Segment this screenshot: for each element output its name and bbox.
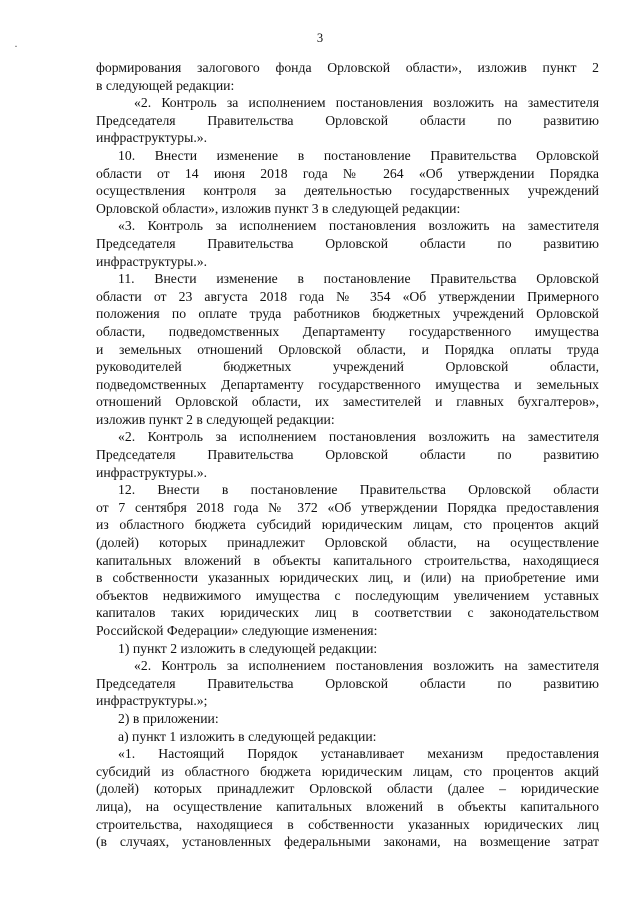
text-line: лица), на осуществление капитальных вложений в объекты капитального bbox=[96, 798, 599, 814]
text-line: капитальных вложений в объекты капитального строительства, находящиеся bbox=[96, 552, 599, 568]
text-line: подведомственных Департаменту государственного имущества и земельных bbox=[96, 376, 599, 392]
text-line: области от 14 июня 2018 года № 264 «Об утверждении Порядка bbox=[96, 165, 599, 181]
text-line: инфраструктуры.». bbox=[96, 130, 208, 146]
text-line: Председателя Правительства Орловской области по развитию bbox=[96, 447, 599, 463]
text-line: «2. Контроль за исполнением постановления возложить на заместителя bbox=[134, 658, 599, 674]
text-line: в собственности указанных юридических лиц, и (или) на приобретение ими bbox=[96, 570, 599, 586]
text-line: а) пункт 1 изложить в следующей редакции: bbox=[118, 728, 377, 744]
text-line: «2. Контроль за исполнением постановления возложить на заместителя bbox=[134, 95, 599, 111]
text-line: изложив пункт 2 в следующей редакции: bbox=[96, 411, 335, 427]
text-line: области, подведомственных Департаменту государственного имущества bbox=[96, 323, 599, 339]
text-line: капиталов таких юридических лиц в соответствии с законодательством bbox=[96, 605, 599, 621]
text-line: Российской Федерации» следующие изменения: bbox=[96, 623, 378, 638]
text-line: Председателя Правительства Орловской области по развитию bbox=[96, 675, 599, 691]
text-line: осуществления контроля за деятельностью государственных учреждений bbox=[96, 183, 599, 199]
text-line: из областного бюджета субсидий юридическим лицам, сто процентов акций bbox=[96, 517, 599, 533]
text-line: руководителей бюджетных учреждений Орловской области, bbox=[96, 359, 599, 375]
text-line: (долей) которых принадлежит Орловской области, на осуществление bbox=[96, 535, 599, 551]
page-number: 3 bbox=[316, 31, 324, 45]
document-body bbox=[96, 59, 599, 851]
text-line: области от 23 августа 2018 года № 354 «Об утверждении Примерного bbox=[96, 288, 599, 304]
text-line: 10. Внести изменение в постановление Правительства Орловской bbox=[118, 147, 599, 163]
text-line: строительства, находящиеся в собственности указанных юридических лиц bbox=[96, 816, 599, 832]
text-line: в следующей редакции: bbox=[96, 77, 235, 93]
text-line: отношений Орловской области, их заместителей и главных бухгалтеров», bbox=[96, 394, 599, 410]
text-line: 12. Внести в постановление Правительства Орловской области bbox=[118, 482, 599, 498]
text-line: 1) пункт 2 изложить в следующей редакции: bbox=[118, 640, 378, 656]
text-line: Орловской области», изложив пункт 3 в следующей редакции: bbox=[96, 200, 461, 216]
text-line: «3. Контроль за исполнением постановления возложить на заместителя bbox=[118, 218, 599, 234]
text-line: субсидий из областного бюджета юридическим лицам, сто процентов акций bbox=[96, 763, 599, 779]
text-line: «2. Контроль за исполнением постановления возложить на заместителя bbox=[118, 429, 599, 445]
text-line: «1. Настоящий Порядок устанавливает механизм предоставления bbox=[118, 746, 599, 762]
text-line: 11. Внести изменение в постановление Правительства Орловской bbox=[118, 271, 599, 287]
text-line: 2) в приложении: bbox=[118, 710, 219, 726]
text-line: Председателя Правительства Орловской области по развитию bbox=[96, 112, 599, 128]
text-line: от 7 сентября 2018 года № 372 «Об утверждении Порядка предоставления bbox=[96, 499, 599, 515]
text-line: формирования залогового фонда Орловской области», изложив пункт 2 bbox=[96, 60, 599, 75]
text-line: Председателя Правительства Орловской области по развитию bbox=[96, 235, 599, 251]
text-line: (в случаях, установленных федеральными законами, на возмещение затрат bbox=[96, 834, 599, 850]
text-line: инфраструктуры.». bbox=[96, 253, 208, 269]
text-line: (долей) которых принадлежит Орловской области (далее – юридические bbox=[96, 781, 599, 797]
margin-mark: · bbox=[14, 39, 18, 53]
text-line: объектов недвижимого имущества с последующим увеличением уставных bbox=[96, 587, 599, 603]
text-line: инфраструктуры.»; bbox=[96, 693, 208, 709]
text-line: положения по оплате труда работников бюджетных учреждений Орловской bbox=[96, 306, 599, 322]
text-line: инфраструктуры.». bbox=[96, 464, 208, 480]
text-line: и земельных отношений Орловской области, и Порядка оплаты труда bbox=[96, 341, 599, 357]
